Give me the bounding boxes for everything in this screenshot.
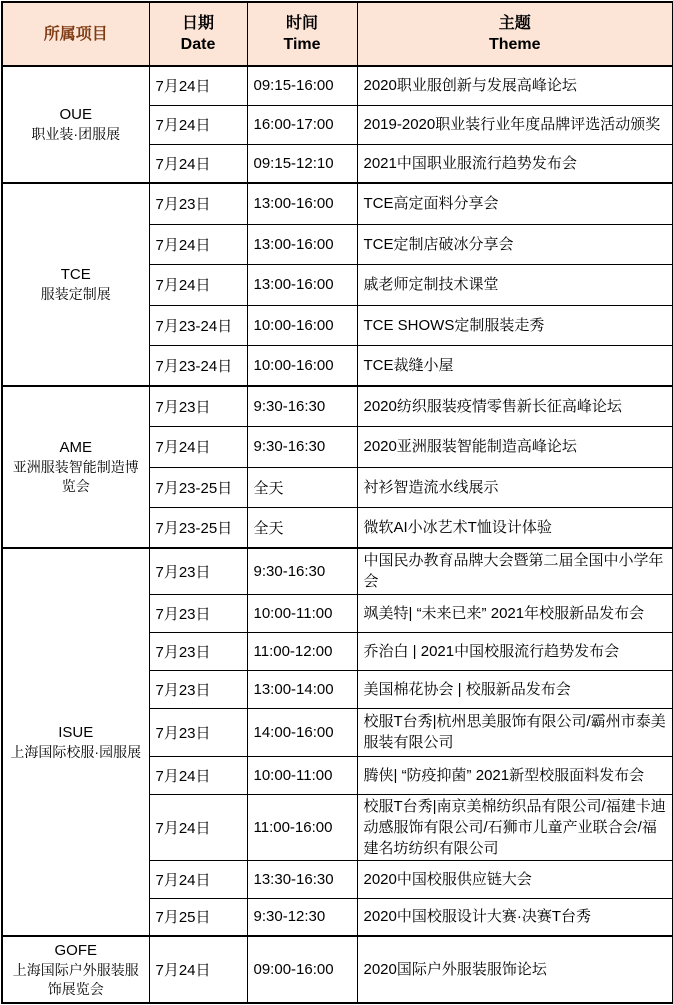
theme-cell: TCE高定面料分享会 bbox=[357, 183, 673, 224]
time-cell: 13:30-16:30 bbox=[247, 860, 357, 898]
time-cell: 全天 bbox=[247, 507, 357, 548]
project-subtitle: 亚洲服装智能制造博览会 bbox=[12, 459, 139, 494]
time-cell: 全天 bbox=[247, 467, 357, 507]
table-row bbox=[2, 936, 673, 1003]
table-row bbox=[2, 66, 673, 105]
theme-cell: 衬衫智造流水线展示 bbox=[357, 467, 673, 507]
date-cell: 7月24日 bbox=[149, 66, 247, 105]
theme-cell: 2020国际户外服装服饰论坛 bbox=[357, 936, 673, 1003]
theme-cell: 2020纺织服装疫情零售新长征高峰论坛 bbox=[357, 386, 673, 426]
date-cell: 7月23日 bbox=[149, 386, 247, 426]
time-cell: 9:30-16:30 bbox=[247, 426, 357, 467]
theme-cell: 2020中国校服设计大赛·决赛T台秀 bbox=[357, 898, 673, 936]
header-date bbox=[149, 2, 247, 66]
theme-cell: 美国棉花协会 | 校服新品发布会 bbox=[357, 670, 673, 708]
theme-cell: 腾侠| “防疫抑菌” 2021新型校服面料发布会 bbox=[357, 756, 673, 794]
time-cell: 13:00-14:00 bbox=[247, 670, 357, 708]
schedule-table bbox=[1, 1, 673, 1004]
project-name: GOFE bbox=[54, 941, 97, 959]
table-row bbox=[2, 548, 673, 594]
theme-cell: 2020亚洲服装智能制造高峰论坛 bbox=[357, 426, 673, 467]
date-cell: 7月23日 bbox=[149, 594, 247, 632]
date-cell: 7月23-24日 bbox=[149, 345, 247, 386]
date-cell: 7月24日 bbox=[149, 224, 247, 264]
project-cell-isue bbox=[2, 548, 149, 936]
theme-cell: 2020中国校服供应链大会 bbox=[357, 860, 673, 898]
header-project-label: 所属项目 bbox=[43, 25, 108, 43]
theme-cell: 飒美特| “未来已来” 2021年校服新品发布会 bbox=[357, 594, 673, 632]
header-theme-en: Theme bbox=[488, 36, 541, 53]
project-cell-tce bbox=[2, 183, 149, 386]
project-name: ISUE bbox=[58, 723, 94, 741]
time-cell: 09:00-16:00 bbox=[247, 936, 357, 1003]
time-cell: 13:00-16:00 bbox=[247, 224, 357, 264]
time-cell: 9:30-16:30 bbox=[247, 386, 357, 426]
theme-cell: 校服T台秀|杭州思美服饰有限公司/霸州市泰美服装有限公司 bbox=[357, 708, 673, 756]
schedule-table-container bbox=[0, 1, 673, 1004]
theme-cell: 中国民办教育品牌大会暨第二届全国中小学年会 bbox=[357, 548, 673, 594]
theme-cell: TCE定制店破冰分享会 bbox=[357, 224, 673, 264]
date-cell: 7月24日 bbox=[149, 144, 247, 183]
time-cell: 11:00-12:00 bbox=[247, 632, 357, 670]
time-cell: 09:15-16:00 bbox=[247, 66, 357, 105]
time-cell: 16:00-17:00 bbox=[247, 105, 357, 144]
date-cell: 7月24日 bbox=[149, 264, 247, 305]
project-subtitle: 上海国际校服·园服展 bbox=[10, 743, 142, 760]
header-time bbox=[247, 2, 357, 66]
date-cell: 7月24日 bbox=[149, 794, 247, 860]
time-cell: 09:15-12:10 bbox=[247, 144, 357, 183]
theme-cell: TCE SHOWS定制服装走秀 bbox=[357, 305, 673, 345]
project-name: AME bbox=[59, 439, 92, 456]
header-theme-zh: 主题 bbox=[498, 15, 531, 32]
table-row bbox=[2, 183, 673, 224]
date-cell: 7月24日 bbox=[149, 756, 247, 794]
project-name: OUE bbox=[59, 106, 92, 123]
theme-cell: 2019-2020职业装行业年度品牌评选活动颁奖 bbox=[357, 105, 673, 144]
date-cell: 7月24日 bbox=[149, 105, 247, 144]
header-time-zh: 时间 bbox=[285, 15, 318, 32]
time-cell: 13:00-16:00 bbox=[247, 183, 357, 224]
date-cell: 7月23日 bbox=[149, 548, 247, 594]
project-cell-gofe bbox=[2, 936, 149, 1003]
date-cell: 7月23日 bbox=[149, 632, 247, 670]
project-subtitle: 服装定制展 bbox=[40, 286, 111, 302]
header-row bbox=[2, 2, 673, 66]
header-date-zh: 日期 bbox=[181, 15, 214, 32]
time-cell: 10:00-11:00 bbox=[247, 756, 357, 794]
date-cell: 7月24日 bbox=[149, 426, 247, 467]
project-subtitle: 职业装·团服展 bbox=[31, 126, 121, 142]
time-cell: 13:00-16:00 bbox=[247, 264, 357, 305]
theme-cell: 2021中国职业服流行趋势发布会 bbox=[357, 144, 673, 183]
theme-cell: 乔治白 | 2021中国校服流行趋势发布会 bbox=[357, 632, 673, 670]
time-cell: 9:30-12:30 bbox=[247, 898, 357, 936]
header-project bbox=[2, 2, 149, 66]
time-cell: 14:00-16:00 bbox=[247, 708, 357, 756]
time-cell: 10:00-11:00 bbox=[247, 594, 357, 632]
date-cell: 7月24日 bbox=[149, 860, 247, 898]
header-theme bbox=[357, 2, 673, 66]
theme-cell: 2020职业服创新与发展高峰论坛 bbox=[357, 66, 673, 105]
time-cell: 10:00-16:00 bbox=[247, 305, 357, 345]
date-cell: 7月24日 bbox=[149, 936, 247, 1003]
project-subtitle: 上海国际户外服装服饰展览会 bbox=[12, 961, 139, 997]
time-cell: 9:30-16:30 bbox=[247, 548, 357, 594]
time-cell: 11:00-16:00 bbox=[247, 794, 357, 860]
table-row bbox=[2, 386, 673, 426]
date-cell: 7月23-25日 bbox=[149, 467, 247, 507]
date-cell: 7月23日 bbox=[149, 708, 247, 756]
project-cell-ame bbox=[2, 386, 149, 548]
theme-cell: TCE裁缝小屋 bbox=[357, 345, 673, 386]
theme-cell: 校服T台秀|南京美棉纺织品有限公司/福建卡迪动感服饰有限公司/石狮市儿童产业联合会/福建名坊纺织有限公司 bbox=[357, 794, 673, 860]
project-cell-oue bbox=[2, 66, 149, 183]
date-cell: 7月23-24日 bbox=[149, 305, 247, 345]
header-time-en: Time bbox=[283, 36, 321, 53]
theme-cell: 微软AI小冰艺术T恤设计体验 bbox=[357, 507, 673, 548]
theme-cell: 戚老师定制技术课堂 bbox=[357, 264, 673, 305]
date-cell: 7月23日 bbox=[149, 183, 247, 224]
time-cell: 10:00-16:00 bbox=[247, 345, 357, 386]
date-cell: 7月23-25日 bbox=[149, 507, 247, 548]
date-cell: 7月25日 bbox=[149, 898, 247, 936]
header-date-en: Date bbox=[180, 36, 216, 53]
date-cell: 7月23日 bbox=[149, 670, 247, 708]
project-name: TCE bbox=[60, 266, 91, 283]
